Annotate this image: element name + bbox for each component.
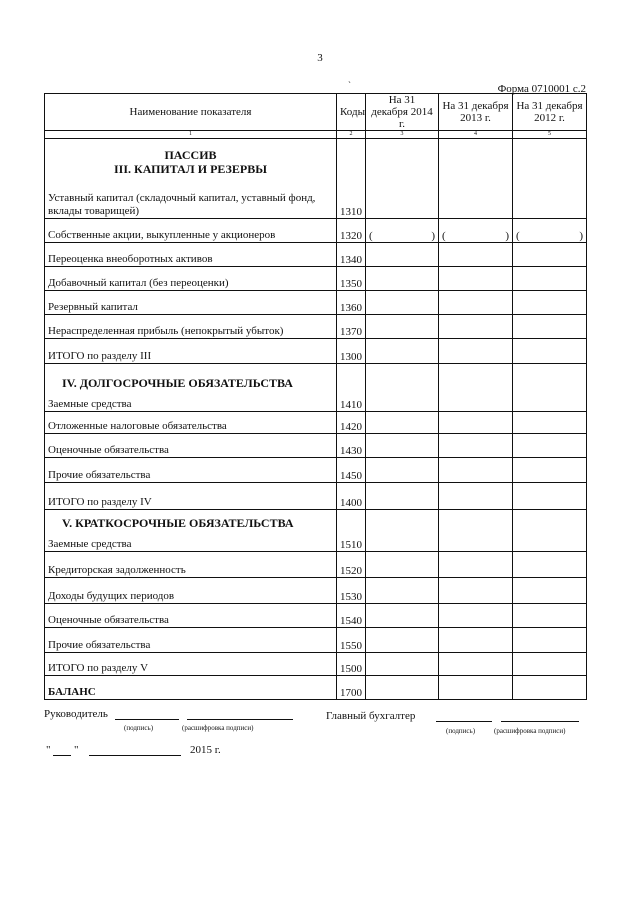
value-cell[interactable] (439, 267, 513, 291)
value-cell[interactable] (439, 315, 513, 339)
value-cell[interactable] (439, 434, 513, 458)
table-row (45, 267, 587, 291)
table-row-total (45, 653, 587, 676)
value-cell[interactable] (513, 339, 587, 364)
head-decode-caption: (расшифровка подписи) (182, 724, 254, 732)
accountant-decode-caption: (расшифровка подписи) (494, 727, 566, 735)
row-name: Добавочный капитал (без переоценки) (45, 267, 337, 291)
row-name: Оценочные обязательства (45, 434, 337, 458)
value-cell[interactable] (439, 510, 513, 552)
value-cell[interactable] (366, 364, 439, 412)
date-year: 2015 г. (190, 744, 221, 756)
table-row (45, 291, 587, 315)
table-row (45, 628, 587, 653)
head-sign-caption: (подпись) (124, 724, 154, 732)
head-sign-line[interactable] (115, 719, 179, 720)
table-row (45, 243, 587, 267)
row-code: 1310 (337, 139, 366, 219)
col-num-3: 3 (366, 131, 439, 139)
value-cell[interactable] (439, 412, 513, 434)
row-code: 1350 (337, 267, 366, 291)
header-codes: Коды (337, 94, 366, 131)
value-cell[interactable] (366, 604, 439, 628)
value-cell[interactable] (366, 291, 439, 315)
row-code: 1420 (337, 412, 366, 434)
row-name: Собственные акции, выкупленные у акционеров (45, 219, 337, 243)
table-row (45, 604, 587, 628)
value-cell[interactable] (366, 267, 439, 291)
value-cell[interactable] (439, 552, 513, 578)
header-2012: На 31 декабря 2012 г. (513, 94, 587, 131)
col-num-1: 1 (45, 131, 337, 139)
table-row (45, 364, 587, 412)
head-signature-block (44, 708, 293, 720)
value-cell[interactable] (439, 604, 513, 628)
paren-close: ) (431, 230, 435, 242)
row-code: 1450 (337, 458, 366, 483)
paren-open: ( (369, 230, 373, 242)
value-cell[interactable] (513, 458, 587, 483)
row-code: 1430 (337, 434, 366, 458)
page-number: 3 (317, 52, 323, 64)
row-code: 1550 (337, 628, 366, 653)
row-name: Переоценка внеоборотных активов (45, 243, 337, 267)
value-cell[interactable] (513, 412, 587, 434)
value-cell[interactable] (366, 676, 439, 700)
row-code: 1370 (337, 315, 366, 339)
value-cell[interactable] (439, 578, 513, 604)
value-cell[interactable] (439, 676, 513, 700)
value-cell[interactable] (366, 434, 439, 458)
row-code: 1520 (337, 552, 366, 578)
table-row-balance (45, 676, 587, 700)
value-cell[interactable] (366, 315, 439, 339)
row-name: Прочие обязательства (45, 458, 337, 483)
table-row (45, 315, 587, 339)
value-cell[interactable] (513, 653, 587, 676)
accountant-signature-block (326, 710, 579, 722)
value-cell[interactable] (513, 510, 587, 552)
row-name: ИТОГО по разделу III (45, 339, 337, 364)
value-cell[interactable] (439, 339, 513, 364)
row-code: 1360 (337, 291, 366, 315)
section-passiv-title: ПАССИВ (164, 148, 217, 162)
head-label: Руководитель (44, 708, 108, 720)
row-name: Уставный капитал (складочный капитал, уставный фонд, вклады товарищей) (48, 192, 316, 217)
value-cell[interactable] (513, 483, 587, 510)
paren-close: ) (505, 230, 509, 242)
date-month-line[interactable] (89, 755, 181, 756)
form-code: Форма 0710001 с.2 (497, 83, 586, 95)
value-cell[interactable] (366, 628, 439, 653)
table-row (45, 412, 587, 434)
table-row-total (45, 483, 587, 510)
header-name: Наименование показателя (45, 94, 337, 131)
value-cell[interactable] (439, 483, 513, 510)
row-code: 1500 (337, 653, 366, 676)
accountant-sign-caption: (подпись) (446, 727, 476, 735)
header-2014: На 31 декабря 2014 г. (366, 94, 439, 131)
row-name: Заемные средства (48, 398, 132, 410)
row-name: Отложенные налоговые обязательства (45, 412, 337, 434)
stray-mark: ` (348, 80, 351, 90)
row-code: 1340 (337, 243, 366, 267)
value-cell[interactable] (366, 339, 439, 364)
col-num-4: 4 (439, 131, 513, 139)
value-cell[interactable] (439, 291, 513, 315)
row-code: 1540 (337, 604, 366, 628)
row-name: Заемные средства (48, 538, 132, 550)
table-row (45, 552, 587, 578)
row-code: 1300 (337, 339, 366, 364)
balance-sheet-table (44, 93, 587, 700)
paren-open: ( (442, 230, 446, 242)
value-cell[interactable] (439, 628, 513, 653)
table-row (45, 434, 587, 458)
value-cell[interactable] (513, 364, 587, 412)
value-cell[interactable] (513, 552, 587, 578)
value-cell[interactable] (513, 434, 587, 458)
value-cell[interactable] (366, 458, 439, 483)
value-cell[interactable] (366, 578, 439, 604)
value-cell[interactable] (513, 267, 587, 291)
value-cell[interactable] (513, 243, 587, 267)
date-day-line[interactable] (53, 755, 71, 756)
section-5-title: V. КРАТКОСРОЧНЫЕ ОБЯЗАТЕЛЬСТВА (62, 516, 294, 530)
date-quote-open: " (46, 744, 51, 756)
row-code: 1320 (337, 219, 366, 243)
col-num-2: 2 (337, 131, 366, 139)
col-num-5: 5 (513, 131, 587, 139)
table-row (45, 219, 587, 243)
row-code: 1530 (337, 578, 366, 604)
date-quote-close: " (74, 744, 79, 756)
value-cell[interactable] (366, 483, 439, 510)
date-block (46, 744, 221, 756)
value-cell[interactable] (439, 458, 513, 483)
row-name: Доходы будущих периодов (45, 578, 337, 604)
value-cell[interactable] (513, 628, 587, 653)
row-name: Оценочные обязательства (45, 604, 337, 628)
paren-close: ) (579, 230, 583, 242)
row-name: БАЛАНС (45, 676, 337, 700)
table-row-total (45, 339, 587, 364)
accountant-sign-line[interactable] (436, 721, 492, 722)
value-cell[interactable] (439, 219, 513, 243)
row-name: ИТОГО по разделу IV (45, 483, 337, 510)
section-3-title: III. КАПИТАЛ И РЕЗЕРВЫ (113, 162, 268, 176)
row-code: 1410 (337, 364, 366, 412)
value-cell[interactable] (366, 412, 439, 434)
row-name: Прочие обязательства (45, 628, 337, 653)
column-numbers-row (45, 131, 587, 139)
header-2013: На 31 декабря 2013 г. (439, 94, 513, 131)
value-cell[interactable] (513, 219, 587, 243)
row-code: 1700 (337, 676, 366, 700)
row-name: Резервный капитал (45, 291, 337, 315)
accountant-decode-line[interactable] (501, 721, 579, 722)
value-cell[interactable] (513, 578, 587, 604)
accountant-label: Главный бухгалтер (326, 710, 416, 722)
row-name: ИТОГО по разделу V (45, 653, 337, 676)
value-cell[interactable] (439, 139, 513, 219)
value-cell[interactable] (366, 139, 439, 219)
value-cell[interactable] (366, 510, 439, 552)
section-4-title: IV. ДОЛГОСРОЧНЫЕ ОБЯЗАТЕЛЬСТВА (62, 376, 293, 390)
paren-open: ( (516, 230, 520, 242)
value-cell[interactable] (513, 604, 587, 628)
row-name: Нераспределенная прибыль (непокрытый убыток) (45, 315, 337, 339)
row-code: 1400 (337, 483, 366, 510)
value-cell[interactable] (513, 139, 587, 219)
value-cell[interactable] (513, 315, 587, 339)
head-decode-line[interactable] (187, 719, 293, 720)
value-cell[interactable] (366, 552, 439, 578)
table-row (45, 458, 587, 483)
value-cell[interactable] (439, 653, 513, 676)
value-cell[interactable] (366, 653, 439, 676)
table-row (45, 510, 587, 552)
value-cell[interactable] (513, 291, 587, 315)
header-row (45, 94, 587, 131)
table-row (45, 578, 587, 604)
row-code: 1510 (337, 510, 366, 552)
value-cell[interactable] (366, 243, 439, 267)
value-cell[interactable] (366, 219, 439, 243)
table-row (45, 139, 587, 219)
value-cell[interactable] (513, 676, 587, 700)
value-cell[interactable] (439, 364, 513, 412)
value-cell[interactable] (439, 243, 513, 267)
row-name: Кредиторская задолженность (45, 552, 337, 578)
